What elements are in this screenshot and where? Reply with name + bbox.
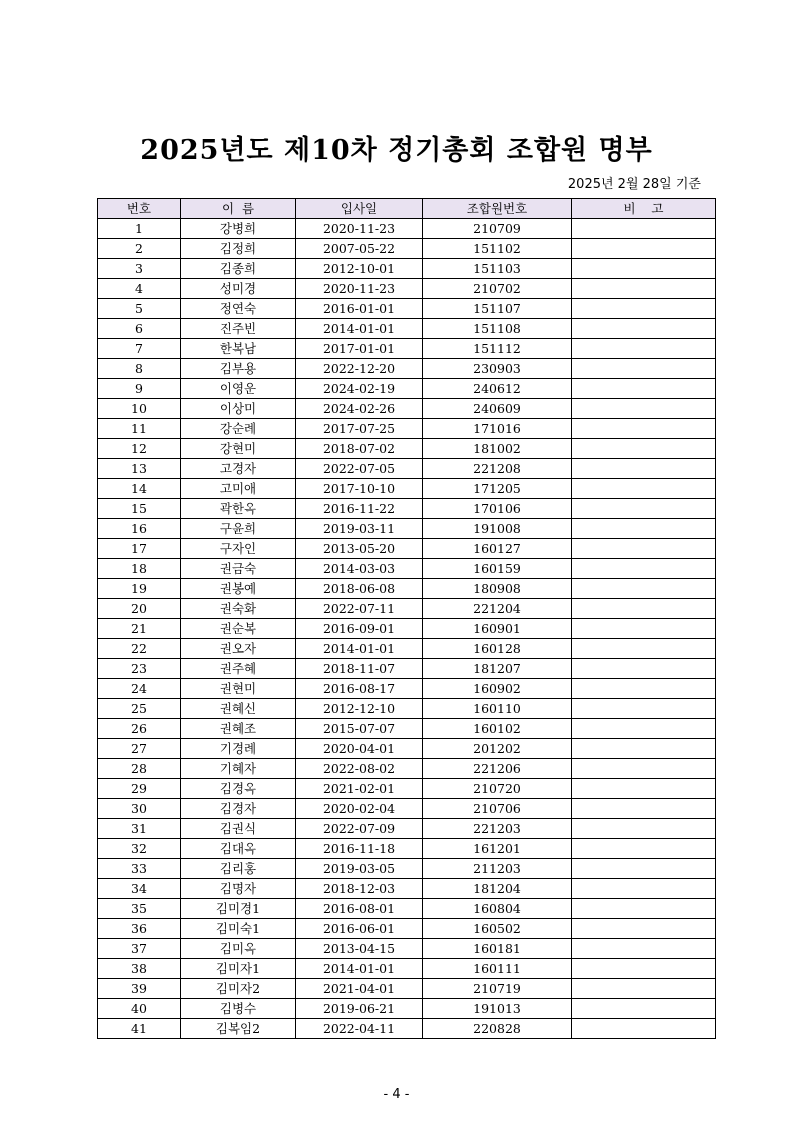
cell-row-number: 9 <box>98 379 181 399</box>
table-row <box>98 459 716 479</box>
cell-row-number: 19 <box>98 579 181 599</box>
cell-hire-date: 2017-07-25 <box>296 419 423 439</box>
cell-hire-date: 2018-06-08 <box>296 579 423 599</box>
cell-hire-date: 2021-02-01 <box>296 779 423 799</box>
cell-hire-date: 2016-08-01 <box>296 899 423 919</box>
cell-member-id: 210706 <box>423 799 572 819</box>
cell-remarks <box>572 839 716 859</box>
cell-row-number: 28 <box>98 759 181 779</box>
table-row <box>98 299 716 319</box>
cell-member-name: 권혜신 <box>181 699 296 719</box>
cell-hire-date: 2019-03-05 <box>296 859 423 879</box>
cell-member-id: 160159 <box>423 559 572 579</box>
cell-remarks <box>572 559 716 579</box>
cell-hire-date: 2020-04-01 <box>296 739 423 759</box>
table-row <box>98 359 716 379</box>
cell-remarks <box>572 719 716 739</box>
column-header-name: 이 름 <box>181 199 296 219</box>
cell-row-number: 23 <box>98 659 181 679</box>
table-row <box>98 219 716 239</box>
cell-remarks <box>572 959 716 979</box>
table-row <box>98 439 716 459</box>
cell-hire-date: 2020-11-23 <box>296 219 423 239</box>
cell-member-name: 김리홍 <box>181 859 296 879</box>
cell-member-id: 170106 <box>423 499 572 519</box>
cell-member-name: 김정희 <box>181 239 296 259</box>
table-row <box>98 539 716 559</box>
cell-remarks <box>572 699 716 719</box>
table-row <box>98 619 716 639</box>
table-row <box>98 279 716 299</box>
table-row <box>98 739 716 759</box>
cell-member-name: 김미옥 <box>181 939 296 959</box>
cell-row-number: 1 <box>98 219 181 239</box>
cell-remarks <box>572 999 716 1019</box>
table-row <box>98 919 716 939</box>
cell-hire-date: 2022-04-11 <box>296 1019 423 1039</box>
table-row <box>98 719 716 739</box>
cell-row-number: 2 <box>98 239 181 259</box>
cell-member-id: 230903 <box>423 359 572 379</box>
cell-member-id: 160128 <box>423 639 572 659</box>
cell-hire-date: 2016-11-22 <box>296 499 423 519</box>
cell-member-name: 강병희 <box>181 219 296 239</box>
table-row <box>98 779 716 799</box>
cell-hire-date: 2021-04-01 <box>296 979 423 999</box>
cell-row-number: 8 <box>98 359 181 379</box>
cell-hire-date: 2018-11-07 <box>296 659 423 679</box>
cell-member-name: 곽한옥 <box>181 499 296 519</box>
table-row <box>98 319 716 339</box>
cell-row-number: 33 <box>98 859 181 879</box>
cell-member-name: 김미자2 <box>181 979 296 999</box>
cell-member-name: 김부용 <box>181 359 296 379</box>
table-row <box>98 479 716 499</box>
cell-row-number: 24 <box>98 679 181 699</box>
table-row <box>98 799 716 819</box>
cell-member-name: 구자인 <box>181 539 296 559</box>
cell-member-name: 김경자 <box>181 799 296 819</box>
cell-row-number: 18 <box>98 559 181 579</box>
cell-remarks <box>572 899 716 919</box>
cell-member-id: 221204 <box>423 599 572 619</box>
cell-remarks <box>572 659 716 679</box>
cell-hire-date: 2019-03-11 <box>296 519 423 539</box>
cell-hire-date: 2016-01-01 <box>296 299 423 319</box>
table-row <box>98 339 716 359</box>
cell-remarks <box>572 1019 716 1039</box>
cell-remarks <box>572 679 716 699</box>
cell-row-number: 20 <box>98 599 181 619</box>
table-row <box>98 879 716 899</box>
cell-row-number: 36 <box>98 919 181 939</box>
cell-member-id: 240609 <box>423 399 572 419</box>
cell-hire-date: 2012-10-01 <box>296 259 423 279</box>
cell-remarks <box>572 859 716 879</box>
table-row <box>98 999 716 1019</box>
page-number: - 4 - <box>383 1087 410 1102</box>
cell-member-id: 151108 <box>423 319 572 339</box>
member-roster-table <box>97 198 716 1039</box>
cell-member-id: 151102 <box>423 239 572 259</box>
cell-remarks <box>572 439 716 459</box>
cell-remarks <box>572 939 716 959</box>
cell-member-id: 221206 <box>423 759 572 779</box>
cell-member-id: 210709 <box>423 219 572 239</box>
cell-member-name: 이상미 <box>181 399 296 419</box>
table-row <box>98 379 716 399</box>
table-row <box>98 939 716 959</box>
cell-remarks <box>572 219 716 239</box>
cell-remarks <box>572 799 716 819</box>
cell-member-name: 김종희 <box>181 259 296 279</box>
column-header-remarks: 비 고 <box>572 199 716 219</box>
cell-hire-date: 2024-02-26 <box>296 399 423 419</box>
cell-remarks <box>572 879 716 899</box>
cell-member-name: 기혜자 <box>181 759 296 779</box>
cell-hire-date: 2024-02-19 <box>296 379 423 399</box>
table-row <box>98 979 716 999</box>
cell-member-name: 강순례 <box>181 419 296 439</box>
cell-member-name: 김복임2 <box>181 1019 296 1039</box>
cell-member-id: 180908 <box>423 579 572 599</box>
cell-member-id: 191008 <box>423 519 572 539</box>
cell-row-number: 37 <box>98 939 181 959</box>
cell-remarks <box>572 339 716 359</box>
cell-hire-date: 2019-06-21 <box>296 999 423 1019</box>
cell-member-name: 권혜조 <box>181 719 296 739</box>
cell-remarks <box>572 639 716 659</box>
table-row <box>98 519 716 539</box>
cell-member-id: 191013 <box>423 999 572 1019</box>
cell-hire-date: 2016-08-17 <box>296 679 423 699</box>
cell-hire-date: 2014-01-01 <box>296 639 423 659</box>
cell-remarks <box>572 419 716 439</box>
cell-remarks <box>572 739 716 759</box>
cell-row-number: 12 <box>98 439 181 459</box>
cell-row-number: 29 <box>98 779 181 799</box>
cell-row-number: 10 <box>98 399 181 419</box>
cell-row-number: 17 <box>98 539 181 559</box>
cell-remarks <box>572 519 716 539</box>
table-row <box>98 599 716 619</box>
table-body <box>98 219 716 1039</box>
table-row <box>98 579 716 599</box>
cell-row-number: 39 <box>98 979 181 999</box>
cell-remarks <box>572 539 716 559</box>
cell-member-id: 240612 <box>423 379 572 399</box>
cell-remarks <box>572 359 716 379</box>
cell-row-number: 31 <box>98 819 181 839</box>
cell-hire-date: 2022-07-11 <box>296 599 423 619</box>
cell-hire-date: 2016-11-18 <box>296 839 423 859</box>
cell-remarks <box>572 779 716 799</box>
cell-member-name: 한복남 <box>181 339 296 359</box>
cell-member-name: 고미애 <box>181 479 296 499</box>
document-title: 2025년도 제10차 정기총회 조합원 명부 <box>140 135 653 166</box>
table-row <box>98 859 716 879</box>
cell-hire-date: 2013-05-20 <box>296 539 423 559</box>
table-row <box>98 759 716 779</box>
cell-member-id: 160804 <box>423 899 572 919</box>
cell-row-number: 27 <box>98 739 181 759</box>
table-row <box>98 559 716 579</box>
table-row <box>98 699 716 719</box>
cell-member-id: 210719 <box>423 979 572 999</box>
cell-row-number: 11 <box>98 419 181 439</box>
cell-hire-date: 2018-07-02 <box>296 439 423 459</box>
cell-member-id: 160102 <box>423 719 572 739</box>
cell-row-number: 21 <box>98 619 181 639</box>
cell-member-id: 210702 <box>423 279 572 299</box>
cell-member-id: 160127 <box>423 539 572 559</box>
cell-member-name: 정연숙 <box>181 299 296 319</box>
table-row <box>98 679 716 699</box>
cell-row-number: 25 <box>98 699 181 719</box>
cell-member-name: 구윤희 <box>181 519 296 539</box>
cell-hire-date: 2014-01-01 <box>296 319 423 339</box>
table-row <box>98 639 716 659</box>
cell-row-number: 7 <box>98 339 181 359</box>
cell-member-id: 171016 <box>423 419 572 439</box>
cell-remarks <box>572 579 716 599</box>
cell-remarks <box>572 319 716 339</box>
table-row <box>98 259 716 279</box>
cell-remarks <box>572 259 716 279</box>
cell-row-number: 41 <box>98 1019 181 1039</box>
cell-hire-date: 2014-01-01 <box>296 959 423 979</box>
cell-row-number: 26 <box>98 719 181 739</box>
cell-member-name: 고경자 <box>181 459 296 479</box>
cell-remarks <box>572 819 716 839</box>
cell-remarks <box>572 619 716 639</box>
cell-remarks <box>572 599 716 619</box>
cell-member-id: 181204 <box>423 879 572 899</box>
cell-row-number: 5 <box>98 299 181 319</box>
cell-hire-date: 2022-07-09 <box>296 819 423 839</box>
cell-member-name: 강현미 <box>181 439 296 459</box>
cell-row-number: 32 <box>98 839 181 859</box>
table-row <box>98 399 716 419</box>
cell-row-number: 34 <box>98 879 181 899</box>
cell-row-number: 13 <box>98 459 181 479</box>
cell-member-name: 권오자 <box>181 639 296 659</box>
table-row <box>98 819 716 839</box>
cell-member-name: 권현미 <box>181 679 296 699</box>
table-row <box>98 899 716 919</box>
cell-member-name: 김명자 <box>181 879 296 899</box>
cell-row-number: 22 <box>98 639 181 659</box>
cell-row-number: 30 <box>98 799 181 819</box>
table-row <box>98 499 716 519</box>
cell-row-number: 38 <box>98 959 181 979</box>
cell-hire-date: 2014-03-03 <box>296 559 423 579</box>
cell-remarks <box>572 379 716 399</box>
cell-member-name: 이영운 <box>181 379 296 399</box>
table-row <box>98 1019 716 1039</box>
cell-remarks <box>572 499 716 519</box>
table-header-row <box>98 199 716 219</box>
cell-hire-date: 2016-06-01 <box>296 919 423 939</box>
cell-row-number: 6 <box>98 319 181 339</box>
cell-hire-date: 2013-04-15 <box>296 939 423 959</box>
cell-hire-date: 2016-09-01 <box>296 619 423 639</box>
cell-member-name: 진주빈 <box>181 319 296 339</box>
cell-member-id: 210720 <box>423 779 572 799</box>
cell-member-id: 221203 <box>423 819 572 839</box>
cell-member-name: 김권식 <box>181 819 296 839</box>
cell-hire-date: 2007-05-22 <box>296 239 423 259</box>
cell-remarks <box>572 919 716 939</box>
table-row <box>98 959 716 979</box>
cell-row-number: 4 <box>98 279 181 299</box>
cell-member-id: 151107 <box>423 299 572 319</box>
cell-row-number: 16 <box>98 519 181 539</box>
cell-row-number: 35 <box>98 899 181 919</box>
cell-member-name: 권봉예 <box>181 579 296 599</box>
table-row <box>98 419 716 439</box>
cell-member-id: 160901 <box>423 619 572 639</box>
cell-remarks <box>572 279 716 299</box>
cell-row-number: 15 <box>98 499 181 519</box>
cell-remarks <box>572 479 716 499</box>
cell-member-id: 221208 <box>423 459 572 479</box>
cell-member-id: 151103 <box>423 259 572 279</box>
cell-member-id: 171205 <box>423 479 572 499</box>
cell-hire-date: 2018-12-03 <box>296 879 423 899</box>
cell-remarks <box>572 459 716 479</box>
cell-remarks <box>572 759 716 779</box>
cell-hire-date: 2020-02-04 <box>296 799 423 819</box>
cell-member-id: 160110 <box>423 699 572 719</box>
column-header-member-id: 조합원번호 <box>423 199 572 219</box>
cell-hire-date: 2022-12-20 <box>296 359 423 379</box>
cell-member-name: 김병수 <box>181 999 296 1019</box>
cell-member-id: 160181 <box>423 939 572 959</box>
cell-member-id: 201202 <box>423 739 572 759</box>
cell-row-number: 40 <box>98 999 181 1019</box>
cell-row-number: 3 <box>98 259 181 279</box>
cell-member-id: 160502 <box>423 919 572 939</box>
cell-row-number: 14 <box>98 479 181 499</box>
cell-hire-date: 2012-12-10 <box>296 699 423 719</box>
cell-hire-date: 2015-07-07 <box>296 719 423 739</box>
cell-member-name: 김미자1 <box>181 959 296 979</box>
table-row <box>98 839 716 859</box>
cell-member-id: 181002 <box>423 439 572 459</box>
column-header-hire-date: 입사일 <box>296 199 423 219</box>
as-of-date: 2025년 2월 28일 기준 <box>567 177 701 192</box>
table-row <box>98 239 716 259</box>
cell-member-name: 기경례 <box>181 739 296 759</box>
cell-hire-date: 2020-11-23 <box>296 279 423 299</box>
cell-remarks <box>572 399 716 419</box>
cell-member-id: 211203 <box>423 859 572 879</box>
cell-member-name: 권숙화 <box>181 599 296 619</box>
cell-remarks <box>572 239 716 259</box>
table-row <box>98 659 716 679</box>
cell-member-name: 김경옥 <box>181 779 296 799</box>
cell-member-id: 160902 <box>423 679 572 699</box>
cell-member-name: 김대옥 <box>181 839 296 859</box>
column-header-number: 번호 <box>98 199 181 219</box>
cell-hire-date: 2017-10-10 <box>296 479 423 499</box>
cell-hire-date: 2022-08-02 <box>296 759 423 779</box>
cell-remarks <box>572 979 716 999</box>
cell-member-name: 권순복 <box>181 619 296 639</box>
cell-member-name: 김미경1 <box>181 899 296 919</box>
cell-member-id: 160111 <box>423 959 572 979</box>
cell-member-id: 151112 <box>423 339 572 359</box>
cell-remarks <box>572 299 716 319</box>
cell-member-id: 220828 <box>423 1019 572 1039</box>
cell-member-name: 성미경 <box>181 279 296 299</box>
cell-member-name: 권주혜 <box>181 659 296 679</box>
cell-member-id: 181207 <box>423 659 572 679</box>
cell-member-name: 권금숙 <box>181 559 296 579</box>
cell-member-name: 김미숙1 <box>181 919 296 939</box>
cell-hire-date: 2022-07-05 <box>296 459 423 479</box>
cell-hire-date: 2017-01-01 <box>296 339 423 359</box>
cell-member-id: 161201 <box>423 839 572 859</box>
